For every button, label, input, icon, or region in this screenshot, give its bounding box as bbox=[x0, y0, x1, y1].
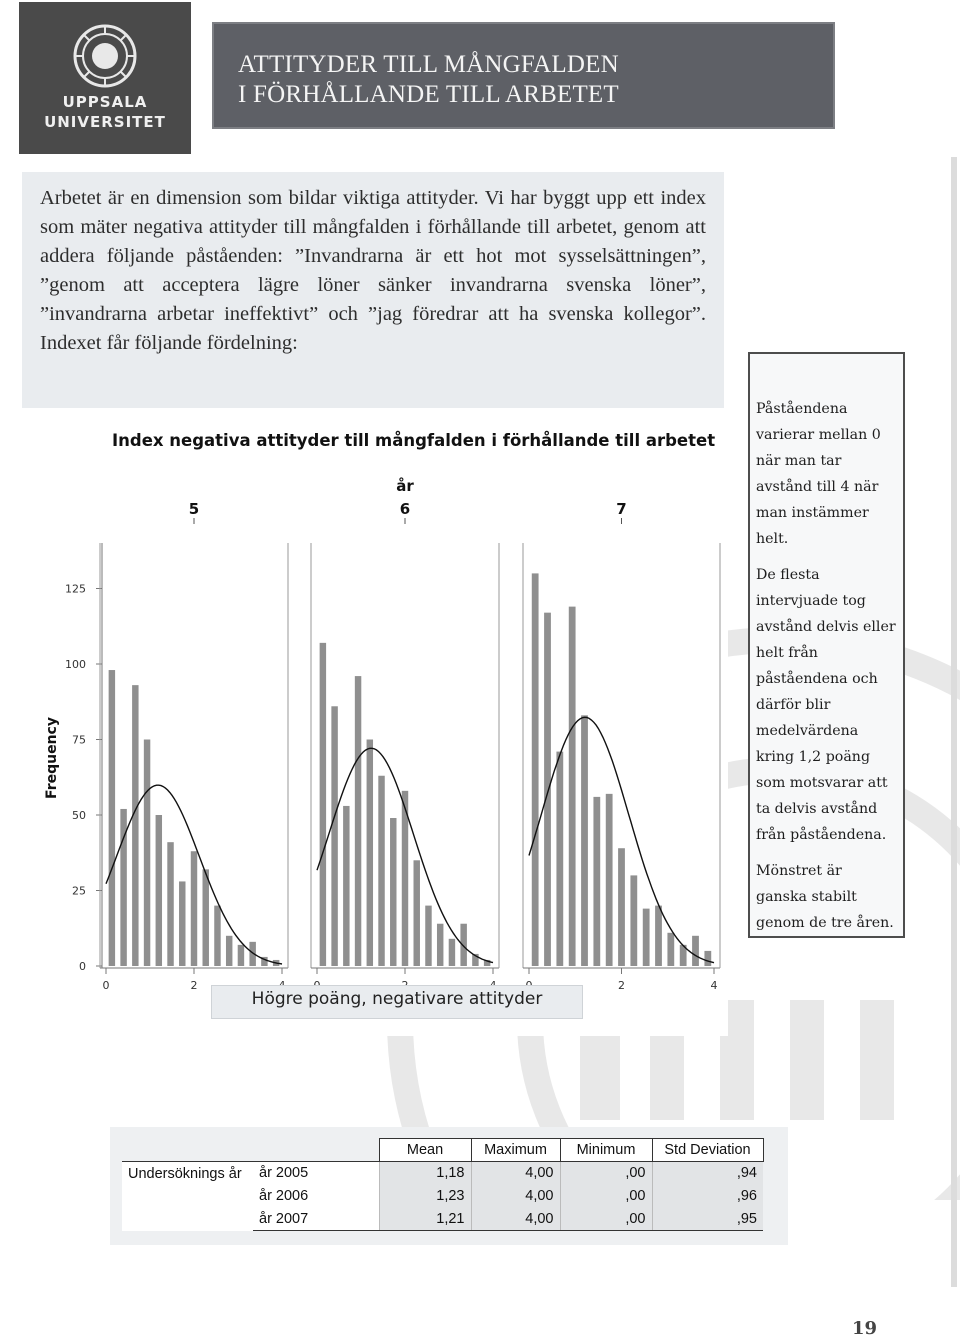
histogram-bar bbox=[144, 740, 150, 967]
x-tick-label: 2 bbox=[190, 979, 198, 992]
histogram-bar bbox=[618, 848, 625, 966]
university-logo bbox=[19, 2, 191, 154]
histogram-bar bbox=[367, 740, 373, 967]
y-tick-label: 50 bbox=[72, 809, 86, 822]
histogram-bar bbox=[414, 860, 420, 966]
facet-year-label: 5 bbox=[188, 500, 200, 518]
facet-year-label: 6 bbox=[399, 500, 411, 518]
column-header-std-deviation: Std Deviation bbox=[652, 1139, 763, 1162]
side-note-2: De flesta intervjuade tog avstånd delvis eller helt från påståendena och därför blir medelvärdena kring 1,2 poäng som motsvarar att ta delvis avstånd från påståendena. bbox=[756, 567, 896, 843]
chart-title: Index negativa attityder till mångfalden i förhållande till arbetet bbox=[112, 431, 716, 450]
column-header-mean: Mean bbox=[379, 1139, 471, 1162]
facet-year-label: 7 bbox=[616, 500, 627, 518]
row-label: år 2005 bbox=[253, 1162, 379, 1185]
cell-std-deviation: ,95 bbox=[652, 1208, 763, 1231]
seal-icon bbox=[73, 24, 137, 88]
histogram-bar bbox=[203, 869, 209, 966]
histogram-bar bbox=[425, 906, 431, 966]
row-group-label: Undersöknings år bbox=[122, 1162, 253, 1231]
histogram-bar bbox=[320, 643, 326, 966]
histogram-bar bbox=[692, 936, 699, 966]
page-border-rule bbox=[951, 157, 957, 1287]
side-note-3: Mönstret är ganska stabilt genom de tre åren. bbox=[756, 863, 894, 931]
histogram-bar bbox=[655, 906, 662, 966]
cell-mean: 1,21 bbox=[379, 1208, 471, 1231]
page-number: 19 bbox=[852, 1318, 878, 1339]
histogram-bar bbox=[667, 933, 674, 966]
histogram-bar bbox=[532, 573, 539, 966]
x-tick-label: 2 bbox=[618, 979, 625, 992]
histogram-bar bbox=[179, 881, 185, 966]
statistics-table bbox=[122, 1138, 764, 1231]
histogram-bar bbox=[704, 951, 711, 966]
histogram-bar bbox=[109, 670, 115, 966]
histogram-bar bbox=[378, 776, 384, 966]
column-header-maximum: Maximum bbox=[471, 1139, 560, 1162]
histogram-panel bbox=[22, 408, 728, 1036]
histogram-bar bbox=[214, 906, 220, 966]
cell-minimum: ,00 bbox=[560, 1162, 652, 1185]
histogram-bar bbox=[437, 924, 443, 966]
histogram-bar bbox=[460, 924, 466, 966]
histogram-bar bbox=[132, 685, 138, 966]
cell-maximum: 4,00 bbox=[471, 1185, 560, 1208]
cell-std-deviation: ,96 bbox=[652, 1185, 763, 1208]
histogram-chart bbox=[22, 408, 728, 1036]
x-tick-label: 4 bbox=[710, 979, 718, 992]
y-tick-label: 100 bbox=[65, 658, 86, 671]
cell-maximum: 4,00 bbox=[471, 1208, 560, 1231]
histogram-bar bbox=[191, 851, 197, 966]
histogram-bar bbox=[643, 909, 650, 966]
y-tick-label: 25 bbox=[72, 884, 86, 898]
histogram-bar bbox=[606, 794, 613, 966]
page-title bbox=[238, 50, 619, 110]
side-note-1: Påståendena varierar mellan 0 när man tar avstånd till 4 när man instämmer helt. bbox=[756, 401, 881, 547]
cell-mean: 1,18 bbox=[379, 1162, 471, 1185]
cell-mean: 1,23 bbox=[379, 1185, 471, 1208]
column-header-minimum: Minimum bbox=[560, 1139, 652, 1162]
facet-header-label: år bbox=[396, 477, 414, 495]
histogram-bar bbox=[390, 818, 396, 966]
row-label: år 2007 bbox=[253, 1208, 379, 1231]
intro-paragraph: Arbetet är en dimension som bildar viktiga attityder. Vi har byggt upp ett index som mäter negativa attityder till mångfalden i förhållande till arbetet, genom att addera följande påståenden: ”Invandrarna är ett hot mot sysselsättningen”, ”genom att acceptera lägre löner sänker invandrarna svenska löner”, ”invandrarna arbetar ineffektivt” och ”jag föredrar att ha svenska kollegor”. Indexet får följande fördelning: bbox=[40, 187, 706, 354]
histogram-bar bbox=[569, 607, 576, 966]
x-tick-label: 0 bbox=[102, 979, 110, 992]
page-title-line2: I FÖRHÅLLANDE TILL ARBETET bbox=[238, 81, 619, 108]
table-row bbox=[122, 1162, 763, 1185]
histogram-bar bbox=[593, 797, 600, 966]
logo-text-universitet: UNIVERSITET bbox=[44, 113, 166, 131]
intro-panel bbox=[22, 172, 724, 408]
y-axis-title: Frequency bbox=[44, 717, 60, 799]
cell-minimum: ,00 bbox=[560, 1208, 652, 1231]
chart-caption-box bbox=[211, 985, 583, 1019]
cell-maximum: 4,00 bbox=[471, 1162, 560, 1185]
header-banner bbox=[212, 22, 835, 129]
histogram-bar bbox=[449, 939, 455, 966]
y-tick-label: 125 bbox=[65, 582, 86, 596]
histogram-bar bbox=[238, 945, 244, 966]
logo-text-uppsala: UPPSALA bbox=[62, 93, 148, 111]
statistics-table-panel bbox=[110, 1127, 788, 1245]
histogram-bar bbox=[581, 715, 588, 966]
table-header-row bbox=[122, 1139, 763, 1162]
histogram-bar bbox=[544, 613, 551, 966]
side-note-box bbox=[748, 352, 905, 938]
histogram-bar bbox=[630, 875, 637, 966]
cell-std-deviation: ,94 bbox=[652, 1162, 763, 1185]
histogram-bar bbox=[167, 842, 173, 966]
histogram-bar bbox=[556, 752, 563, 966]
histogram-bar bbox=[355, 676, 361, 966]
histogram-bar bbox=[343, 806, 349, 966]
cell-minimum: ,00 bbox=[560, 1185, 652, 1208]
y-tick-label: 75 bbox=[72, 733, 86, 747]
row-label: år 2006 bbox=[253, 1185, 379, 1208]
y-tick-label: 0 bbox=[79, 960, 86, 973]
histogram-bar bbox=[331, 706, 337, 966]
histogram-bar bbox=[226, 936, 232, 966]
page-title-line1: ATTITYDER TILL MÅNGFALDEN bbox=[238, 51, 619, 78]
histogram-bar bbox=[156, 815, 162, 966]
chart-caption: Högre poäng, negativare attityder bbox=[251, 989, 543, 1009]
